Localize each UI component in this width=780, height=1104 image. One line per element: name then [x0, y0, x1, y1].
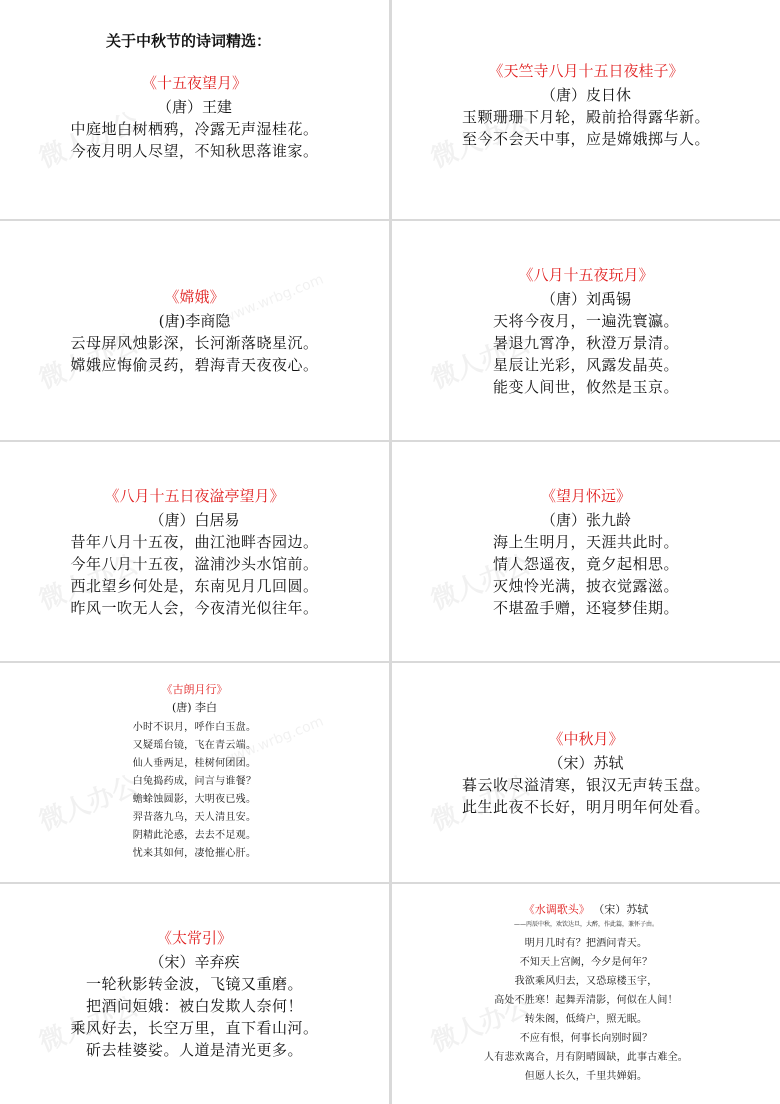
watermark: 微人办公 — [35, 549, 143, 617]
poem-line: 能变人间世，攸然是玉京。 — [492, 377, 679, 396]
watermark-url: www.wrbg.com — [220, 713, 326, 769]
poem-title: 《八月十五夜玩月》 — [518, 265, 654, 284]
poem-title: 《水调歌头》 — [523, 903, 590, 916]
poem-lines — [70, 531, 318, 619]
poem-title: 《望月怀远》 — [540, 486, 631, 505]
watermark: 微人办公 — [427, 107, 535, 175]
poem-line: 暑退九霄净，秋澄万景清。 — [492, 333, 679, 352]
poem-lines — [493, 531, 679, 619]
poem-line: 不堪盈手赠，还寝梦佳期。 — [492, 598, 679, 617]
poem-preface: ——丙辰中秋，欢饮达旦，大醉，作此篇，兼怀子由。 — [513, 921, 658, 928]
poem-line: 羿昔落九乌，天人清且安。 — [132, 812, 257, 823]
watermark: 微人办公 — [427, 770, 535, 838]
poem-card — [392, 221, 780, 440]
poem-author: (唐) 李白 — [171, 701, 218, 714]
poem-card — [392, 0, 780, 219]
poem-line: 嫦娥应悔偷灵药，碧海青天夜夜心。 — [70, 355, 319, 374]
poem-card — [0, 884, 389, 1104]
poem-line: 把酒问姮娥：被白发欺人奈何！ — [85, 997, 303, 1015]
poem-lines — [484, 934, 688, 1086]
poem-line: 昔年八月十五夜，曲江池畔杏园边。 — [70, 532, 319, 551]
poem-card — [0, 221, 389, 440]
poem-title-row — [524, 902, 649, 918]
poem-line: 乘风好去，长空万里，直下看山河。 — [70, 1019, 319, 1037]
poem-card — [392, 663, 780, 882]
watermark: 微人办公 — [427, 549, 535, 617]
poem-line: 玉颗珊珊下月轮，殿前拾得露华新。 — [461, 108, 710, 126]
poem-line: 蟾蜍蚀圆影，大明夜已残。 — [132, 794, 257, 805]
poem-lines — [462, 774, 710, 818]
poem-line: 不应有恨，何事长向别时圆？ — [519, 1033, 653, 1044]
poem-line: 阴精此沦惑，去去不足观。 — [132, 830, 257, 841]
poem-lines — [133, 719, 257, 863]
poem-title: 《十五夜望月》 — [141, 74, 247, 92]
poem-line: 忧来其如何，凄怆摧心肝。 — [132, 848, 257, 859]
poem-card — [392, 442, 780, 661]
poem-line: 西北望乡何处是，东南见月几回圆。 — [70, 576, 319, 595]
poem-lines — [70, 118, 318, 162]
poem-title: 《天竺寺八月十五日夜桂子》 — [488, 62, 684, 80]
poem-line: 不知天上宫阙，今夕是何年？ — [519, 957, 653, 968]
poem-line: 情人怨遥夜，竟夕起相思。 — [492, 554, 679, 573]
poem-lines — [70, 332, 318, 376]
poem-author: （宋）辛弃疾 — [149, 953, 240, 971]
poem-line: 中庭地白树栖鸦，冷露无声湿桂花。 — [70, 120, 319, 138]
poem-author: （唐）王建 — [156, 98, 232, 116]
poem-line: 天将今夜月，一遍洗寰瀛。 — [492, 311, 679, 330]
poem-line: 灭烛怜光满，披衣觉露滋。 — [492, 576, 679, 595]
poem-line: 海上生明月，天涯共此时。 — [492, 532, 679, 551]
watermark: 微人办公 — [35, 328, 143, 396]
poem-title: 《八月十五日夜湓亭望月》 — [104, 486, 285, 505]
poem-title: 《古朗月行》 — [161, 683, 228, 696]
poem-line: 明月几时有？把酒问青天。 — [524, 938, 648, 949]
poem-title: 《中秋月》 — [548, 729, 624, 748]
poem-line: 今夜月明人尽望，不知秋思落谁家。 — [70, 142, 319, 160]
poem-author: （唐）白居易 — [149, 510, 240, 529]
poem-card — [392, 884, 780, 1104]
poem-author: (唐)李商隐 — [158, 311, 231, 330]
poem-line: 昨风一吹无人会，今夜清光似往年。 — [70, 598, 319, 617]
poem-line: 至今不会天中事，应是嫦娥掷与人。 — [461, 130, 710, 148]
poem-card — [0, 663, 389, 882]
poem-line: 云母屏风烛影深，长河渐落晓星沉。 — [70, 333, 319, 352]
page-heading: 关于中秋节的诗词精选： — [105, 32, 271, 50]
watermark: 微人办公 — [35, 991, 143, 1059]
poem-line: 今年八月十五夜，湓浦沙头水馆前。 — [70, 554, 319, 573]
poem-author: （唐）刘禹锡 — [540, 289, 631, 308]
poem-card — [0, 442, 389, 661]
poem-line: 斫去桂婆娑。人道是清光更多。 — [85, 1041, 303, 1059]
poem-line: 白兔捣药成，问言与谁餐？ — [132, 776, 257, 787]
poem-line: 星辰让光彩，风露发晶英。 — [492, 355, 679, 374]
poem-line: 暮云收尽溢清寒，银汉无声转玉盘。 — [461, 775, 710, 794]
poem-line: 高处不胜寒！起舞弄清影，何似在人间！ — [494, 995, 678, 1006]
poem-title: 《太常引》 — [156, 929, 232, 947]
watermark: 微人办公 — [35, 770, 143, 838]
poem-line: 仙人垂两足，桂树何团团。 — [132, 758, 257, 769]
poem-line: 又疑瑶台镜，飞在青云端。 — [132, 740, 257, 751]
poem-title: 《嫦娥》 — [164, 287, 225, 306]
poem-lines — [493, 310, 679, 398]
watermark: 微人办公 — [427, 991, 535, 1059]
poem-card — [0, 0, 389, 219]
poem-line: 一轮秋影转金波，飞镜又重磨。 — [85, 975, 303, 993]
watermark: 微人办公 — [427, 328, 535, 396]
poem-lines — [462, 106, 710, 150]
poem-author: （唐）皮日休 — [540, 86, 631, 104]
poem-author: （宋）苏轼 — [593, 903, 649, 916]
watermark-url: www.wrbg.com — [220, 271, 326, 327]
poem-line: 小时不识月，呼作白玉盘。 — [132, 722, 257, 733]
poem-author: （唐）张九龄 — [540, 510, 631, 529]
poem-line: 但愿人长久，千里共婵娟。 — [524, 1071, 648, 1082]
watermark: 微人办公 — [35, 107, 143, 175]
poem-line: 此生此夜不长好，明月明年何处看。 — [461, 797, 710, 816]
poem-line: 人有悲欢离合，月有阴晴圆缺，此事古难全。 — [484, 1052, 688, 1063]
poem-line: 我欲乘风归去，又恐琼楼玉宇， — [514, 976, 658, 987]
poem-lines — [70, 973, 318, 1061]
poem-author: （宋）苏轼 — [548, 753, 624, 772]
poem-line: 转朱阁，低绮户，照无眠。 — [524, 1014, 648, 1025]
